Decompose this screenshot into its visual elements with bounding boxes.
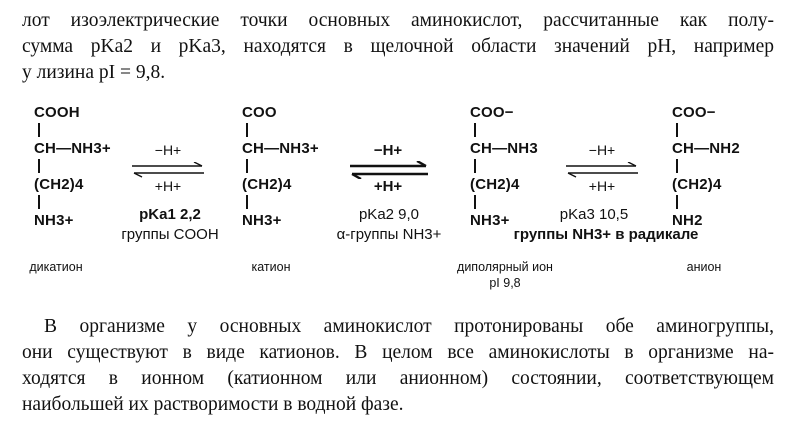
zwitterion-alpha-amino: CH—NH3 xyxy=(470,140,538,157)
cation-alpha-amino: CH—NH3+ xyxy=(242,140,319,157)
outro-line-1: В организме у основных аминокислот протонированы обе аминогруппы, xyxy=(44,316,774,337)
bond-line xyxy=(474,123,476,137)
step3-pk-value: pKa3 10,5 xyxy=(559,206,629,223)
intro-paragraph xyxy=(22,8,774,86)
dication-side-amino: NH3+ xyxy=(34,212,74,229)
anion-carboxylate: COO− xyxy=(672,104,716,121)
step1-group-label: группы COOH xyxy=(121,226,219,243)
step2-group-label: α-группы NH3+ xyxy=(336,226,442,243)
bond-line xyxy=(38,123,40,137)
outro-line-3: ходятся в ионном (катионном или анионном) состоянии, соответствующем xyxy=(22,368,774,389)
lysine-ionization-scheme xyxy=(0,96,797,302)
cation-side-chain: (CH2)4 xyxy=(242,176,292,193)
step2-forward-label: −H+ xyxy=(373,142,403,159)
step1-reverse-label: +H+ xyxy=(154,178,182,194)
step2-reverse-label: +H+ xyxy=(373,178,403,195)
step1-pk-value: pKa1 2,2 xyxy=(139,206,201,223)
bond-line xyxy=(676,123,678,137)
zwitterion-label: диполярный ион xyxy=(457,260,553,274)
anion-alpha-amino: CH—NH2 xyxy=(672,140,740,157)
anion-side-chain: (CH2)4 xyxy=(672,176,722,193)
equilibrium-arrows-3 xyxy=(564,162,640,178)
dication-carboxyl: COOH xyxy=(34,104,80,121)
cation-carboxylate: COO xyxy=(242,104,277,121)
bond-line xyxy=(474,195,476,209)
intro-line-3: у лизина pI = 9,8. xyxy=(22,62,166,83)
step3-forward-label: −H+ xyxy=(588,142,616,158)
step2-pk-value: pKa2 9,0 xyxy=(358,206,420,223)
outro-line-4: наибольшей их растворимости в водной фазе. xyxy=(22,394,404,415)
anion-side-amino: NH2 xyxy=(672,212,703,229)
bond-line xyxy=(246,123,248,137)
intro-line-2: сумма pKa2 и pKa3, находятся в щелочной области значений pH, например xyxy=(22,36,774,57)
intro-line-1: лот изоэлектрические точки основных аминокислот, рассчитанные как полу- xyxy=(22,10,774,31)
outro-line-2: они существуют в виде катионов. В целом все аминокислоты в организме на- xyxy=(22,342,774,363)
step3-reverse-label: +H+ xyxy=(588,178,616,194)
bond-line xyxy=(38,159,40,173)
equilibrium-arrows-2 xyxy=(348,161,430,179)
bond-line xyxy=(676,195,678,209)
zwitterion-side-amino: NH3+ xyxy=(470,212,510,229)
step1-forward-label: −H+ xyxy=(154,142,182,158)
zwitterion-side-chain: (CH2)4 xyxy=(470,176,520,193)
bond-line xyxy=(474,159,476,173)
zwitterion-carboxylate: COO− xyxy=(470,104,514,121)
outro-paragraph xyxy=(22,314,774,418)
bond-line xyxy=(246,159,248,173)
bond-line xyxy=(676,159,678,173)
dication-label: дикатион xyxy=(29,260,83,274)
cation-side-amino: NH3+ xyxy=(242,212,282,229)
anion-label: анион xyxy=(686,260,722,274)
equilibrium-arrows-1 xyxy=(130,162,206,178)
dication-alpha-amino: CH—NH3+ xyxy=(34,140,111,157)
bond-line xyxy=(246,195,248,209)
zwitterion-pi-label: pI 9,8 xyxy=(489,276,521,290)
dication-side-chain: (CH2)4 xyxy=(34,176,84,193)
cation-label: катион xyxy=(251,260,291,274)
bond-line xyxy=(38,195,40,209)
step3-group-label: группы NH3+ в радикале xyxy=(513,226,699,243)
